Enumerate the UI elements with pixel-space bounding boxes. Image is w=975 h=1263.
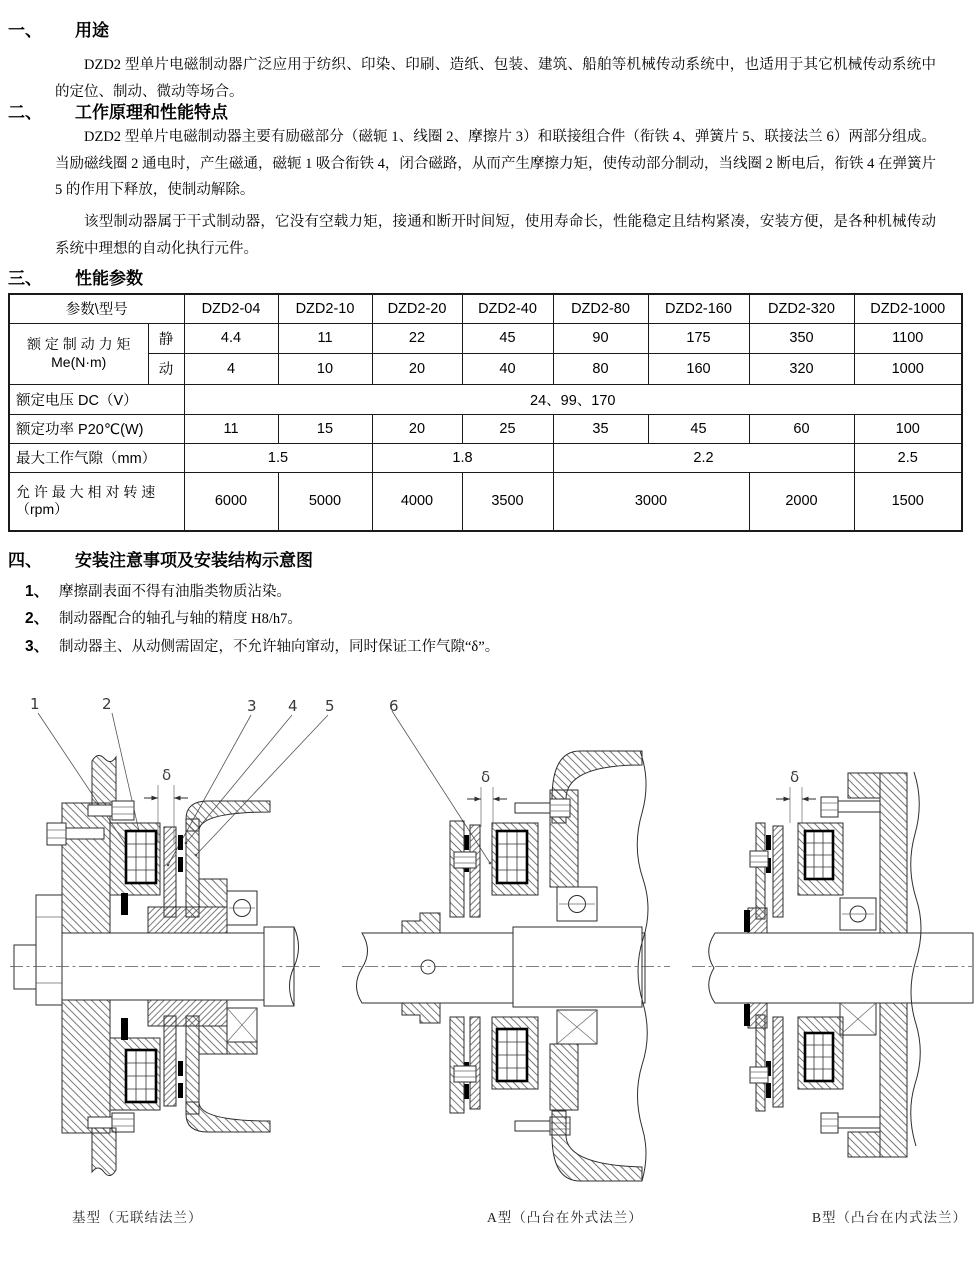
section-1-title: 用途 xyxy=(75,21,109,40)
voltage-value: 24、99、170 xyxy=(184,384,962,414)
section-2-number: 二、 xyxy=(8,103,42,122)
callout-3: 3 xyxy=(247,697,257,715)
static-label: 静 xyxy=(148,323,184,353)
value-cell: 1100 xyxy=(854,323,962,353)
value-cell: 160 xyxy=(648,353,749,384)
diagram-label-base: 基型（无联结法兰） xyxy=(72,1210,203,1225)
section-2-heading xyxy=(8,98,228,123)
note-text: 摩擦副表面不得有油脂类物质沾染。 xyxy=(59,584,291,600)
diagram-label-a: A型（凸台在外式法兰） xyxy=(487,1210,643,1225)
note-number: 2、 xyxy=(25,610,50,627)
delta-symbol-a: δ xyxy=(481,768,491,786)
value-cell: 10 xyxy=(278,353,372,384)
value-cell: 1.8 xyxy=(372,443,553,472)
voltage-label: 额定电压 DC（V） xyxy=(9,384,184,414)
callout-6: 6 xyxy=(389,697,399,715)
delta-symbol-base: δ xyxy=(162,766,172,784)
value-cell: 4000 xyxy=(372,472,462,531)
value-cell: 22 xyxy=(372,323,462,353)
value-cell: 5000 xyxy=(278,472,372,531)
value-cell: 11 xyxy=(278,323,372,353)
speed-row xyxy=(9,472,962,531)
value-cell: 25 xyxy=(462,414,553,443)
delta-symbol-b: δ xyxy=(790,768,800,786)
performance-table xyxy=(8,293,963,532)
static-torque-row xyxy=(9,323,962,353)
model-header: DZD2-80 xyxy=(553,294,648,323)
section-2-paragraph-1: DZD2 型单片电磁制动器主要有励磁部分（磁轭 1、线圈 2、摩擦片 3）和联接组合件（衔铁 4、弹簧片 5、联接法兰 6）两部分组成。当励磁线圈 2 通电时，产生磁通，磁轭 1 吸合衔铁 4，闭合磁路，从而产生摩擦力矩，使传动部分制动，当线圈 2 断电后，衔铁 4 在弹簧片 5 的作用下释放，使制动解除。 xyxy=(55,129,936,198)
torque-label-line1: 额 定 制 动 力 矩 xyxy=(27,336,131,352)
value-cell: 1.5 xyxy=(184,443,372,472)
dynamic-torque-row xyxy=(9,353,962,384)
section-4-heading xyxy=(8,546,313,571)
speed-label-cell xyxy=(9,472,184,531)
model-header: DZD2-1000 xyxy=(854,294,962,323)
power-row xyxy=(9,414,962,443)
power-label: 额定功率 P20℃(W) xyxy=(9,414,184,443)
value-cell: 100 xyxy=(854,414,962,443)
section-3-heading xyxy=(8,264,143,289)
callout-2: 2 xyxy=(102,695,112,713)
voltage-row xyxy=(9,384,962,414)
diagram-a-type xyxy=(340,695,680,1190)
value-cell: 90 xyxy=(553,323,648,353)
installation-diagrams xyxy=(0,690,975,1200)
speed-label-line2: （rpm） xyxy=(16,501,69,518)
value-cell: 80 xyxy=(553,353,648,384)
section-2-title: 工作原理和性能特点 xyxy=(75,103,228,122)
value-cell: 2000 xyxy=(749,472,854,531)
value-cell: 175 xyxy=(648,323,749,353)
install-note-1 xyxy=(25,579,291,601)
callout-1: 1 xyxy=(30,695,40,713)
note-text: 制动器主、从动侧需固定，不允许轴向窜动，同时保证工作气隙“δ”。 xyxy=(59,639,500,655)
section-2-paragraph-2: 该型制动器属于干式制动器，它没有空载力矩，接通和断开时间短，使用寿命长，性能稳定且结构紧凑，安装方便，是各种机械传动系统中理想的自动化执行元件。 xyxy=(55,214,936,257)
value-cell: 350 xyxy=(749,323,854,353)
value-cell: 2.5 xyxy=(854,443,962,472)
callout-4: 4 xyxy=(288,697,298,715)
value-cell: 60 xyxy=(749,414,854,443)
value-cell: 11 xyxy=(184,414,278,443)
value-cell: 2.2 xyxy=(553,443,854,472)
model-header: DZD2-20 xyxy=(372,294,462,323)
value-cell: 4.4 xyxy=(184,323,278,353)
table-header-row xyxy=(9,294,962,323)
torque-label-cell xyxy=(9,323,148,384)
value-cell: 1500 xyxy=(854,472,962,531)
gap-label: 最大工作气隙（mm） xyxy=(9,443,184,472)
gap-row xyxy=(9,443,962,472)
section-4-title: 安装注意事项及安装结构示意图 xyxy=(75,551,313,570)
model-header: DZD2-10 xyxy=(278,294,372,323)
diagram-label-b: B型（凸台在内式法兰） xyxy=(812,1210,968,1225)
value-cell: 20 xyxy=(372,414,462,443)
install-note-3 xyxy=(25,634,499,656)
note-text: 制动器配合的轴孔与轴的精度 H8/h7。 xyxy=(59,611,302,627)
value-cell: 15 xyxy=(278,414,372,443)
value-cell: 35 xyxy=(553,414,648,443)
value-cell: 6000 xyxy=(184,472,278,531)
section-1-number: 一、 xyxy=(8,21,42,40)
note-number: 3、 xyxy=(25,638,50,655)
value-cell: 40 xyxy=(462,353,553,384)
section-3-number: 三、 xyxy=(8,269,42,288)
install-note-2 xyxy=(25,606,302,628)
note-number: 1、 xyxy=(25,583,50,600)
value-cell: 4 xyxy=(184,353,278,384)
diagram-base-type xyxy=(8,695,340,1190)
model-header: DZD2-160 xyxy=(648,294,749,323)
value-cell: 20 xyxy=(372,353,462,384)
callout-5: 5 xyxy=(325,697,335,715)
section-1-body: DZD2 型单片电磁制动器广泛应用于纺织、印染、印刷、造纸、包装、建筑、船舶等机械传动系统中，也适用于其它机械传动系统中的定位、制动、微动等场合。 xyxy=(55,57,936,100)
section-1-heading xyxy=(8,16,109,41)
value-cell: 3500 xyxy=(462,472,553,531)
dynamic-label: 动 xyxy=(148,353,184,384)
model-header: DZD2-04 xyxy=(184,294,278,323)
model-header: DZD2-40 xyxy=(462,294,553,323)
corner-cell: 参数\型号 xyxy=(9,294,184,323)
section-3-title: 性能参数 xyxy=(75,269,143,288)
diagram-b-type xyxy=(690,695,975,1190)
section-4-number: 四、 xyxy=(8,551,42,570)
value-cell: 45 xyxy=(462,323,553,353)
value-cell: 45 xyxy=(648,414,749,443)
value-cell: 3000 xyxy=(553,472,749,531)
torque-label-line2: Me(N·m) xyxy=(51,353,107,370)
speed-label-line1: 允 许 最 大 相 对 转 速 xyxy=(16,483,156,500)
value-cell: 1000 xyxy=(854,353,962,384)
value-cell: 320 xyxy=(749,353,854,384)
model-header: DZD2-320 xyxy=(749,294,854,323)
